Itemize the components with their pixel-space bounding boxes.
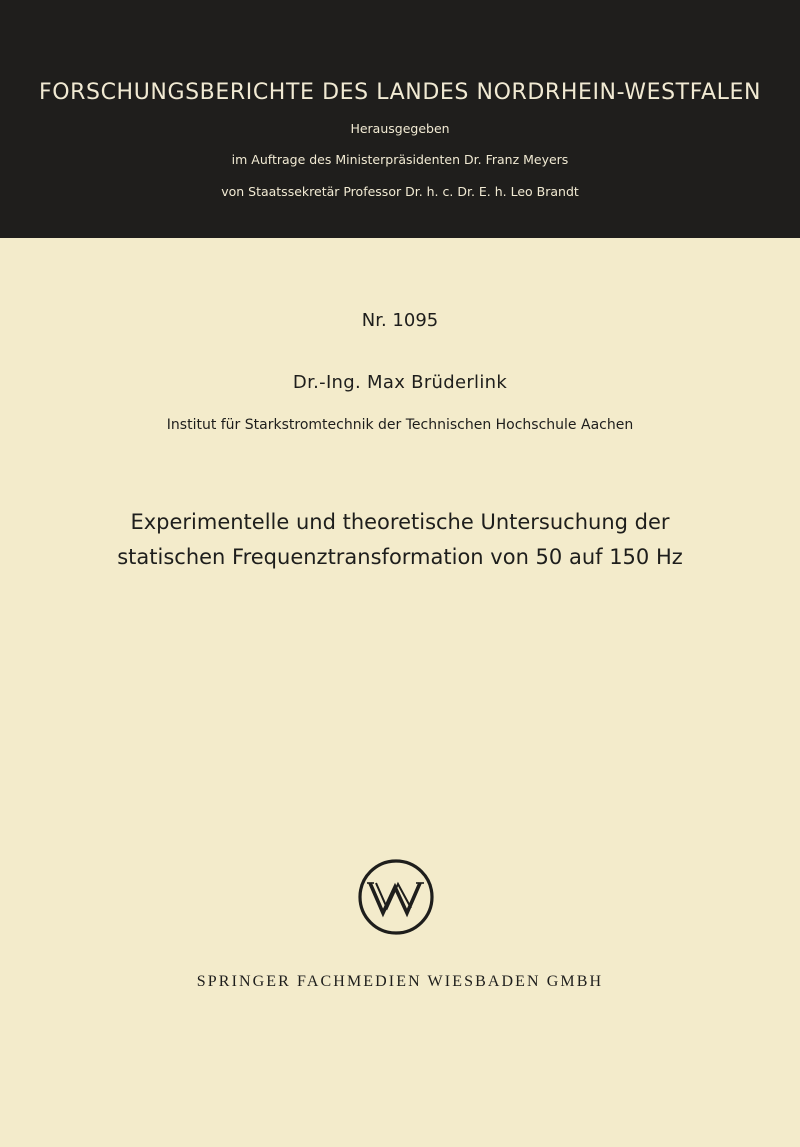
editor-line-ministerpraesident: im Auftrage des Ministerpräsidenten Dr. Franz Meyers (231, 152, 569, 167)
publisher-name: SPRINGER FACHMEDIEN WIESBADEN GMBH (196, 973, 604, 990)
series-header-band (0, 0, 800, 238)
editor-line-staatssekretaer: von Staatssekretär Professor Dr. h. c. Dr. E. h. Leo Brandt (221, 184, 579, 199)
report-title-line-1: Experimentelle und theoretische Untersuchung der (130, 510, 670, 534)
series-title: FORSCHUNGSBERICHTE DES LANDES NORDRHEIN-WESTFALEN (38, 80, 762, 105)
institute-name: Institut für Starkstromtechnik der Technischen Hochschule Aachen (166, 417, 634, 433)
cover-body (0, 238, 800, 1147)
report-title-line-2: statischen Frequenztransformation von 50 auf 150 Hz (117, 545, 683, 569)
author-name: Dr.-Ing. Max Brüderlink (292, 372, 508, 393)
ww-monogram-logo-icon (357, 858, 435, 936)
editor-line-herausgegeben: Herausgegeben (350, 121, 450, 136)
report-number: Nr. 1095 (361, 310, 439, 331)
